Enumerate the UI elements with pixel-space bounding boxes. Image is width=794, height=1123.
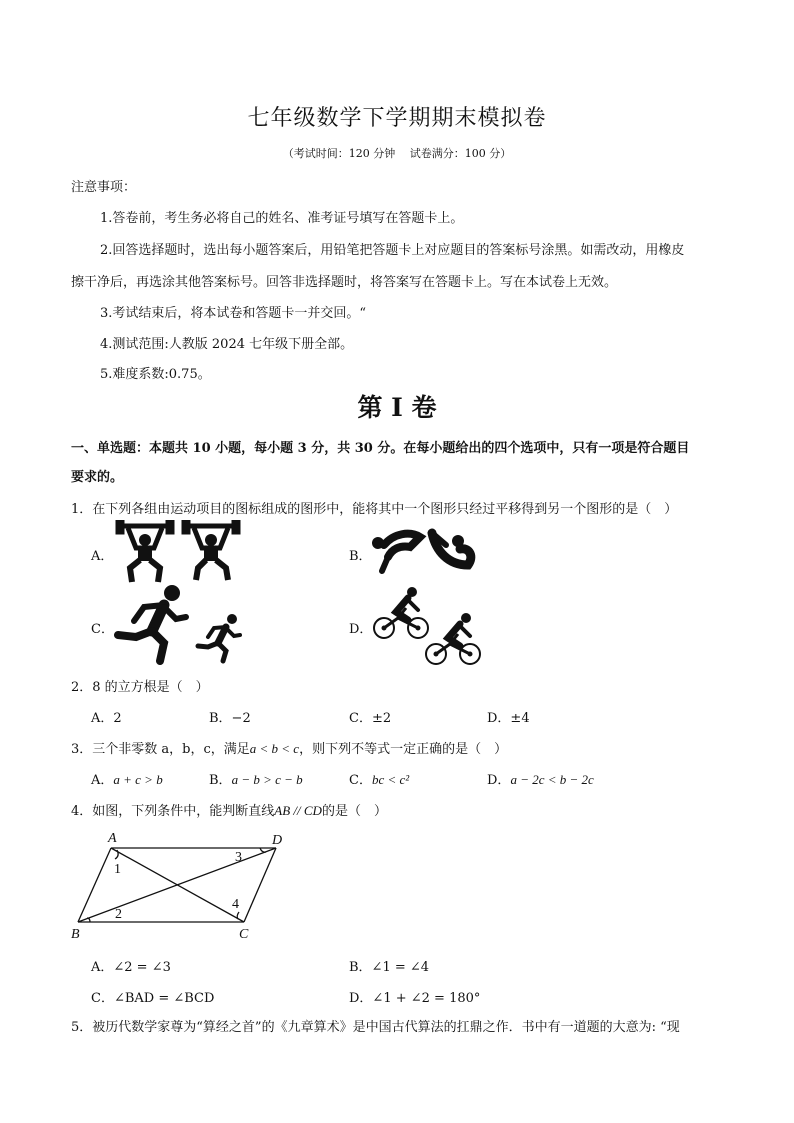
q1-option-c-label: C． [91,622,114,637]
exam-info: （考试时间：120 分钟 试卷满分：100 分） [282,147,512,160]
angle-3-label: 3 [235,850,242,865]
q3-option-c [349,769,409,788]
q4-option-b: B．∠1 = ∠4 [349,960,430,975]
q3-option-c-expr: bc < c² [371,772,410,787]
q3-option-d [487,769,594,788]
diagonal-bd [78,848,276,922]
question-2-stem: 2．8 的立方根是（ ） [71,680,209,695]
angle-4-label: 4 [232,897,239,912]
q4-stem-pre: 4．如图，下列条件中，能判断直线 [71,804,275,819]
parallelogram-diagram [68,826,290,942]
q3-option-b-expr: a − b > c − b [231,772,303,787]
q4-option-a: A．∠2 = ∠3 [91,960,171,975]
page-title: 七年级数学下学期期末模拟卷 [247,106,547,131]
vertex-c-label: C [239,927,249,942]
note-item-4: 4.测试范围:人教版 2024 七年级下册全部。 [100,337,354,352]
part1-instructions: 一、单选题：本题共 10 小题，每小题 3 分，共 30 分。在每小题给出的四个选项中，只有一项是符合题目 [71,441,690,456]
q3-stem-pre: 3．三个非零数 a，b，c，满足 [71,742,250,757]
note-item-2-cont: 擦干净后，再选涂其他答案标号。回答非选择题时，将答案写在答题卡上。写在本试卷上无效。 [71,275,618,290]
weightlifter-icon [116,520,174,582]
q3-option-b-label: B． [209,773,232,788]
tumbling-figure-icon [432,533,471,565]
q2-option-a: A．2 [91,711,122,726]
q4-option-d: D．∠1 + ∠2 = 180° [349,991,481,1006]
q3-option-c-label: C． [349,773,372,788]
cycling-icons [372,584,484,666]
note-item-5: 5.难度系数:0.75。 [100,367,211,382]
runner-icon [198,614,240,661]
note-item-1: 1.答卷前，考生务必将自己的姓名、准考证号填写在答题卡上。 [100,211,464,226]
q1-option-b-label: B． [349,549,372,564]
tumbling-figure-icon [372,534,420,571]
cyclist-icon [426,613,480,664]
q4-option-c: C．∠BAD = ∠BCD [91,991,215,1006]
q3-option-d-expr: a − 2c < b − 2c [510,772,594,787]
q1-option-d-label: D． [349,622,373,637]
weightlifter-icon [182,520,240,580]
vertex-d-label: D [272,833,283,848]
q2-option-d: D．±4 [487,711,530,726]
q4-lines: AB // CD [274,803,322,818]
note-item-3: 3.考试结束后，将本试卷和答题卡一并交回。“ [100,306,367,321]
question-4-stem [71,800,387,819]
q4-stem-post: 的是（ ） [321,804,387,819]
section-title: 第 I 卷 [357,393,437,422]
q2-option-c: C．±2 [349,711,392,726]
part1-instructions-cont: 要求的。 [71,470,124,485]
question-3-stem [71,738,507,757]
q3-option-a-label: A． [91,773,114,788]
question-5-stem: 5．被历代数学家尊为“算经之首”的《九章算术》是中国古代算法的扛鼎之作．书中有一道题的大意为: “现 [71,1020,680,1035]
running-icons [114,583,244,665]
segment-dc [244,848,276,922]
gymnastics-icons [370,527,480,575]
q3-condition: a < b < c [249,741,300,756]
notes-heading: 注意事项： [71,180,137,195]
q3-stem-post: ，则下列不等式一定正确的是（ ） [299,742,508,757]
q3-option-b [209,769,303,788]
note-item-2: 2.回答选择题时，选出每小题答案后，用铅笔把答题卡上对应题目的答案标号涂黑。如需改动，用橡皮 [100,243,685,258]
q2-option-b: B．−2 [209,711,251,726]
angle-arc-4 [237,912,239,919]
q1-option-a-label: A． [91,549,114,564]
weightlifting-icons [114,520,244,584]
question-1-stem: 1．在下列各组由运动项目的图标组成的图形中，能将其中一个图形只经过平移得到另一个图形的是（ ） [71,502,678,517]
angle-2-label: 2 [115,907,122,922]
cyclist-icon [374,587,428,638]
vertex-a-label: A [108,831,117,846]
q3-option-a [91,769,163,788]
angle-1-label: 1 [114,862,121,877]
q3-option-a-expr: a + c > b [113,772,163,787]
runner-icon [118,585,186,661]
q3-option-d-label: D． [487,773,511,788]
vertex-b-label: B [71,927,80,942]
